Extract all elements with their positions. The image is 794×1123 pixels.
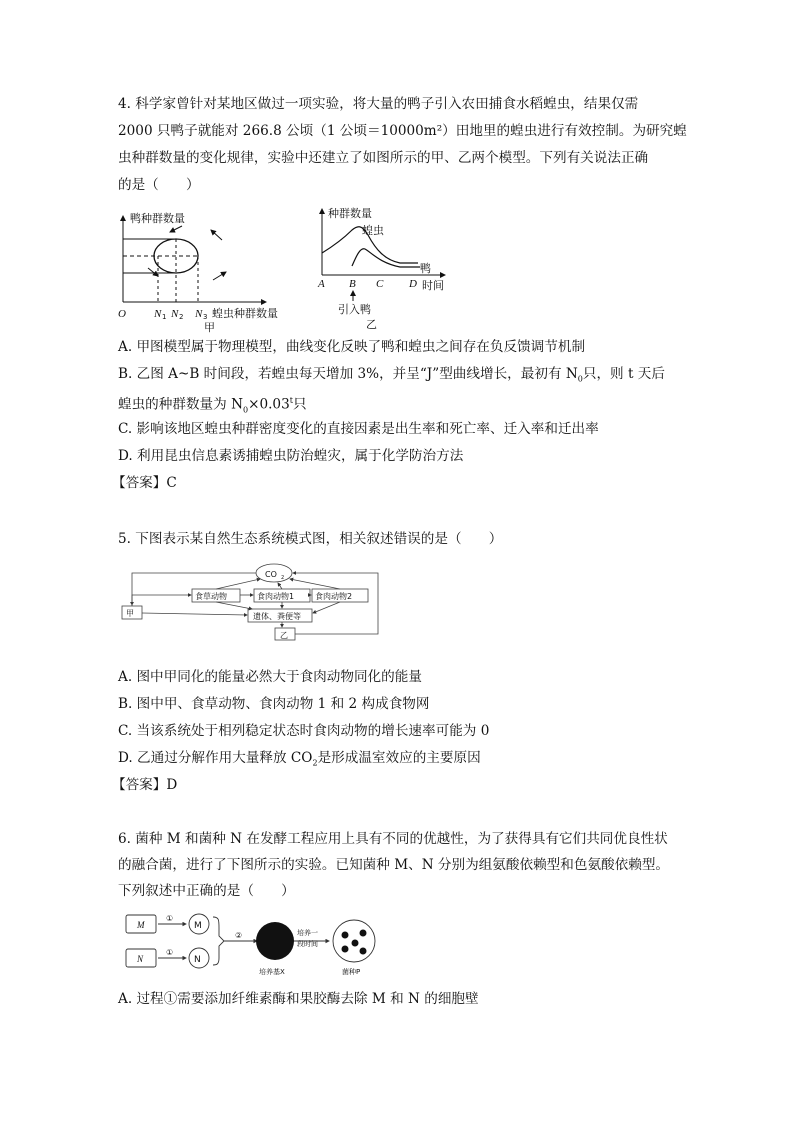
q6-option-a: A. 过程①需要添加纤维素酶和果胶酶去除 M 和 N 的细胞壁 bbox=[118, 991, 479, 1007]
q4-option-b-text: 只，则 t 天后 bbox=[582, 366, 665, 382]
node-herbivore: 食草动物 bbox=[195, 592, 227, 601]
q4-option-b-cont bbox=[118, 392, 307, 419]
jia-tick-n1: N bbox=[154, 308, 162, 320]
co2-label: CO bbox=[265, 570, 277, 579]
yi-series-duck: 鸭 bbox=[420, 262, 431, 275]
figure-jia-cycle-model bbox=[118, 208, 318, 333]
node-carnivore-2: 食肉动物2 bbox=[315, 592, 353, 601]
medium-x-dish bbox=[256, 922, 294, 960]
q4-stem-line: 虫种群数量的变化规律，实验中还建立了如图所示的甲、乙两个模型。下列有关说法正确 bbox=[118, 150, 649, 166]
jia-origin: O bbox=[118, 308, 126, 320]
jia-tick-n2: N bbox=[171, 308, 179, 320]
culture-label: 段时间 bbox=[297, 940, 318, 948]
q5-stem: 5. 下图表示某自然生态系统模式图，相关叙述错误的是（ ） bbox=[118, 531, 503, 547]
jia-tick-sub: 3 bbox=[203, 313, 208, 321]
subscript: 0 bbox=[242, 405, 249, 415]
yi-ylabel: 种群数量 bbox=[328, 207, 372, 220]
cell-n: N bbox=[194, 955, 201, 965]
q6-stem-line: 下列叙述中正确的是（ ） bbox=[118, 883, 295, 899]
q6-stem-line: 的融合菌，进行了下图所示的实验。已知菌种 M、N 分别为组氨酸依赖型和色氨酸依赖型。 bbox=[118, 857, 670, 873]
q6-fusion-diagram bbox=[125, 912, 385, 978]
q4-option-d: D. 利用昆虫信息素诱捕蝗虫防治蝗灾，属于化学防治方法 bbox=[118, 448, 464, 464]
step-1-label: ① bbox=[166, 948, 174, 957]
yi-tick-d: D bbox=[409, 278, 417, 290]
yi-xlabel: 时间 bbox=[422, 279, 444, 292]
node-carnivore-1: 食肉动物1 bbox=[257, 592, 295, 601]
jia-tick-sub: 2 bbox=[179, 313, 184, 321]
medium-x-label: 培养基X bbox=[259, 968, 285, 976]
q4-stem-line: 的是（ ） bbox=[118, 177, 200, 193]
q5-option-d-text: D. 乙通过分解作用大量释放 CO bbox=[118, 750, 313, 766]
yi-tick-b: B bbox=[349, 278, 356, 290]
jia-tick-n3: N bbox=[195, 308, 203, 320]
step-2-label: ② bbox=[235, 931, 243, 940]
box-n: N bbox=[137, 954, 144, 964]
q5-option-c: C. 当该系统处于相列稳定状态时食肉动物的增长速率可能为 0 bbox=[118, 723, 490, 739]
q4-option-a: A. 甲图模型属于物理模型，曲线变化反映了鸭和蝗虫之间存在负反馈调节机制 bbox=[118, 339, 586, 355]
step-1-label: ① bbox=[166, 914, 174, 923]
q4-option-b-text: 蝗虫的种群数量为 N bbox=[118, 396, 243, 413]
q5-option-b: B. 图中甲、食草动物、食肉动物 1 和 2 构成食物网 bbox=[118, 696, 430, 712]
q4-stem-line: 4. 科学家曾针对某地区做过一项实验，将大量的鸭子引入农田捕食水稻蝗虫，结果仅需 bbox=[118, 96, 639, 112]
q4-option-c: C. 影响该地区蝗虫种群密度变化的直接因素是出生率和死亡率、迁入率和迁出率 bbox=[118, 421, 599, 437]
q4-option-b-text: 只 bbox=[292, 396, 307, 413]
cell-m: M bbox=[194, 921, 202, 931]
subscript: 2 bbox=[312, 758, 318, 768]
yi-tick-c: C bbox=[376, 278, 384, 290]
strain-p-label: 菌种P bbox=[342, 968, 361, 976]
node-remains: 遗体、粪便等 bbox=[253, 612, 301, 621]
colonies bbox=[342, 930, 367, 955]
node-jia: 甲 bbox=[126, 609, 134, 618]
box-m: M bbox=[137, 920, 145, 930]
superscript: t bbox=[289, 396, 293, 405]
q5-ecosystem-diagram bbox=[122, 561, 382, 640]
culture-label: 培养一 bbox=[297, 929, 318, 937]
subscript: 2 bbox=[281, 575, 285, 581]
q4-option-b-text: ×0.03 bbox=[248, 396, 290, 413]
q5-answer: 【答案】D bbox=[112, 777, 178, 793]
q5-option-d bbox=[118, 749, 481, 773]
figure-yi-population-curve bbox=[310, 205, 470, 335]
q4-option-b bbox=[118, 365, 665, 389]
jia-xlabel: 蝗虫种群数量 bbox=[212, 307, 278, 320]
jia-caption: 甲 bbox=[204, 321, 215, 334]
q5-option-a: A. 图中甲同化的能量必然大于食肉动物同化的能量 bbox=[118, 669, 422, 685]
jia-tick-sub: 1 bbox=[162, 313, 167, 321]
yi-tick-a: A bbox=[318, 278, 325, 290]
q4-stem-line: 2000 只鸭子就能对 266.8 公顷（1 公顷＝10000m²）田地里的蝗虫进行有效控制。为研究蝗 bbox=[118, 123, 687, 139]
q4-answer: 【答案】C bbox=[112, 475, 177, 491]
yi-caption: 乙 bbox=[366, 318, 377, 331]
node-yi: 乙 bbox=[280, 631, 288, 640]
subscript: 0 bbox=[577, 374, 583, 384]
jia-ylabel: 鸭种群数量 bbox=[130, 212, 185, 225]
yi-series-locust: 蝗虫 bbox=[362, 224, 384, 237]
yi-annotation: 引入鸭 bbox=[338, 303, 371, 316]
q4-option-b-text: B. 乙图 A~B 时间段，若蝗虫每天增加 3%，并呈“J”型曲线增长，最初有 N bbox=[118, 366, 578, 382]
q5-option-d-text: 是形成温室效应的主要原因 bbox=[317, 750, 481, 766]
q6-stem-line: 6. 菌种 M 和菌种 N 在发酵工程应用上具有不同的优越性，为了获得具有它们共同优良性状 bbox=[118, 831, 668, 847]
